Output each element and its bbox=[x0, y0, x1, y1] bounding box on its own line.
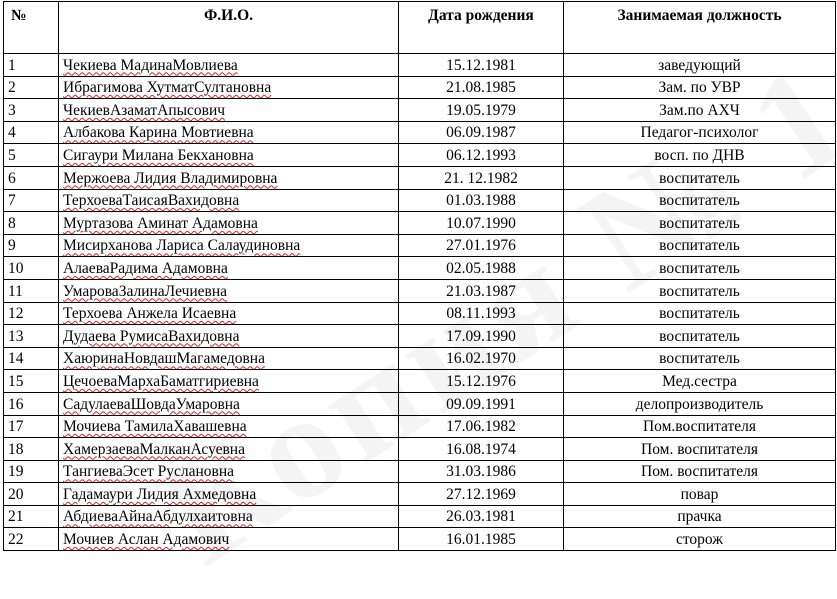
row-number: 1 bbox=[4, 54, 59, 77]
row-birth-date: 26.03.1981 bbox=[399, 505, 564, 528]
row-full-name bbox=[59, 347, 399, 370]
row-birth-date: 16.01.1985 bbox=[399, 528, 564, 551]
row-full-name bbox=[59, 325, 399, 348]
full-name-text: ЧекиевАзаматАпысович bbox=[63, 101, 226, 119]
table-row bbox=[4, 370, 836, 393]
full-name-text: Мержоева Лидия Владимировна bbox=[63, 169, 278, 187]
table-row bbox=[4, 54, 836, 77]
table-row bbox=[4, 76, 836, 99]
full-name-text: УмароваЗалинаЛечиевна bbox=[63, 282, 228, 300]
row-full-name bbox=[59, 76, 399, 99]
row-full-name bbox=[59, 392, 399, 415]
row-position: Пом.воспитателя bbox=[564, 415, 836, 438]
full-name-text: Муртазова Аминат Адамовна bbox=[63, 214, 258, 232]
row-full-name bbox=[59, 460, 399, 483]
row-number: 7 bbox=[4, 189, 59, 212]
row-number: 10 bbox=[4, 257, 59, 280]
full-name-text: Мочиев Аслан Адамович bbox=[63, 531, 230, 549]
row-birth-date: 06.12.1993 bbox=[399, 144, 564, 167]
table-row bbox=[4, 528, 836, 551]
row-position: воспитатель bbox=[564, 257, 836, 280]
row-birth-date: 17.09.1990 bbox=[399, 325, 564, 348]
full-name-text: СадулаеваШовдаУмаровна bbox=[63, 395, 240, 413]
row-position: прачка bbox=[564, 505, 836, 528]
row-position: Зам. по УВР bbox=[564, 76, 836, 99]
full-name-text: Албакова Карина Мовтиевна bbox=[63, 124, 254, 142]
row-position: воспитатель bbox=[564, 302, 836, 325]
row-position: заведующий bbox=[564, 54, 836, 77]
table-row bbox=[4, 438, 836, 461]
header-number: № bbox=[4, 2, 59, 54]
full-name-text: Мочиева ТамилаХавашевна bbox=[63, 418, 247, 436]
row-number: 4 bbox=[4, 121, 59, 144]
row-number: 6 bbox=[4, 166, 59, 189]
row-number: 12 bbox=[4, 302, 59, 325]
row-birth-date: 06.09.1987 bbox=[399, 121, 564, 144]
table-row bbox=[4, 460, 836, 483]
row-birth-date: 21.08.1985 bbox=[399, 76, 564, 99]
row-full-name bbox=[59, 144, 399, 167]
header-full-name: Ф.И.О. bbox=[59, 2, 399, 54]
row-position: воспитатель bbox=[564, 325, 836, 348]
table-row bbox=[4, 234, 836, 257]
table-row bbox=[4, 144, 836, 167]
full-name-text: ХамерзаеваМалканАсуевна bbox=[63, 440, 245, 458]
row-position: Пом. воспитателя bbox=[564, 460, 836, 483]
table-row bbox=[4, 257, 836, 280]
row-full-name bbox=[59, 54, 399, 77]
table-row bbox=[4, 279, 836, 302]
row-full-name bbox=[59, 505, 399, 528]
table-row bbox=[4, 302, 836, 325]
full-name-text: Сигаури Милана Бекхановна bbox=[63, 146, 254, 164]
row-full-name bbox=[59, 370, 399, 393]
row-position: сторож bbox=[564, 528, 836, 551]
table-row bbox=[4, 189, 836, 212]
row-full-name bbox=[59, 121, 399, 144]
full-name-text: Гадамаури Лидия Ахмедовна bbox=[63, 485, 257, 503]
row-full-name bbox=[59, 234, 399, 257]
row-full-name bbox=[59, 483, 399, 506]
full-name-text: Дудаева РумисаВахидовна bbox=[63, 327, 240, 345]
row-birth-date: 27.12.1969 bbox=[399, 483, 564, 506]
row-position: делопроизводитель bbox=[564, 392, 836, 415]
row-birth-date: 16.02.1970 bbox=[399, 347, 564, 370]
full-name-text: Мисирханова Лариса Салаудиновна bbox=[63, 237, 301, 255]
row-number: 13 bbox=[4, 325, 59, 348]
row-position: повар bbox=[564, 483, 836, 506]
full-name-text: ЦечоеваМархаБаматгириевна bbox=[63, 372, 259, 390]
row-number: 5 bbox=[4, 144, 59, 167]
row-number: 14 bbox=[4, 347, 59, 370]
row-number: 9 bbox=[4, 234, 59, 257]
row-number: 22 bbox=[4, 528, 59, 551]
table-row bbox=[4, 121, 836, 144]
table-row bbox=[4, 415, 836, 438]
table-row bbox=[4, 505, 836, 528]
table-row bbox=[4, 99, 836, 122]
row-full-name bbox=[59, 166, 399, 189]
row-birth-date: 27.01.1976 bbox=[399, 234, 564, 257]
row-full-name bbox=[59, 302, 399, 325]
row-number: 11 bbox=[4, 279, 59, 302]
row-number: 15 bbox=[4, 370, 59, 393]
row-birth-date: 09.09.1991 bbox=[399, 392, 564, 415]
row-full-name bbox=[59, 99, 399, 122]
row-birth-date: 02.05.1988 bbox=[399, 257, 564, 280]
row-birth-date: 21. 12.1982 bbox=[399, 166, 564, 189]
table-row bbox=[4, 325, 836, 348]
row-birth-date: 01.03.1988 bbox=[399, 189, 564, 212]
row-full-name bbox=[59, 189, 399, 212]
table-row bbox=[4, 483, 836, 506]
table-row bbox=[4, 347, 836, 370]
row-position: Пом. воспитателя bbox=[564, 438, 836, 461]
row-position: воспитатель bbox=[564, 347, 836, 370]
row-birth-date: 15.12.1981 bbox=[399, 54, 564, 77]
row-full-name bbox=[59, 528, 399, 551]
row-position: Мед.сестра bbox=[564, 370, 836, 393]
row-birth-date: 17.06.1982 bbox=[399, 415, 564, 438]
table-row bbox=[4, 166, 836, 189]
row-full-name bbox=[59, 438, 399, 461]
row-position: восп. по ДНВ bbox=[564, 144, 836, 167]
row-birth-date: 15.12.1976 bbox=[399, 370, 564, 393]
row-full-name bbox=[59, 257, 399, 280]
staff-table bbox=[3, 1, 836, 551]
row-birth-date: 31.03.1986 bbox=[399, 460, 564, 483]
row-birth-date: 19.05.1979 bbox=[399, 99, 564, 122]
full-name-text: ХаюринаНовдашМагамедовна bbox=[63, 350, 265, 368]
row-full-name bbox=[59, 212, 399, 235]
row-position: воспитатель bbox=[564, 279, 836, 302]
full-name-text: Ибрагимова ХутматСултановна bbox=[63, 79, 272, 97]
row-position: Зам.по АХЧ bbox=[564, 99, 836, 122]
row-position: Педагог-психолог bbox=[564, 121, 836, 144]
full-name-text: АбдиеваАйнаАбдулхаитовна bbox=[63, 508, 253, 526]
table-row bbox=[4, 392, 836, 415]
row-birth-date: 10.07.1990 bbox=[399, 212, 564, 235]
row-full-name bbox=[59, 279, 399, 302]
full-name-text: Терхоева Анжела Исаевна bbox=[63, 305, 237, 323]
row-position: воспитатель bbox=[564, 234, 836, 257]
row-birth-date: 21.03.1987 bbox=[399, 279, 564, 302]
header-birth-date: Дата рождения bbox=[399, 2, 564, 54]
row-birth-date: 16.08.1974 bbox=[399, 438, 564, 461]
row-number: 21 bbox=[4, 505, 59, 528]
row-number: 20 bbox=[4, 483, 59, 506]
row-number: 8 bbox=[4, 212, 59, 235]
row-number: 18 bbox=[4, 438, 59, 461]
row-position: воспитатель bbox=[564, 189, 836, 212]
row-position: воспитатель bbox=[564, 212, 836, 235]
row-number: 17 bbox=[4, 415, 59, 438]
full-name-text: ТангиеваЭсет Руслановна bbox=[63, 463, 235, 481]
row-number: 2 bbox=[4, 76, 59, 99]
row-position: воспитатель bbox=[564, 166, 836, 189]
full-name-text: ТерхоеваТаисаяВахидовна bbox=[63, 192, 240, 210]
full-name-text: Чекиева МадинаМовлиева bbox=[63, 56, 238, 74]
row-full-name bbox=[59, 415, 399, 438]
row-birth-date: 08.11.1993 bbox=[399, 302, 564, 325]
row-number: 16 bbox=[4, 392, 59, 415]
row-number: 19 bbox=[4, 460, 59, 483]
table-row bbox=[4, 212, 836, 235]
header-row bbox=[4, 2, 836, 54]
full-name-text: АлаеваРадима Адамовна bbox=[63, 259, 228, 277]
header-position: Занимаемая должность bbox=[564, 2, 836, 54]
row-number: 3 bbox=[4, 99, 59, 122]
